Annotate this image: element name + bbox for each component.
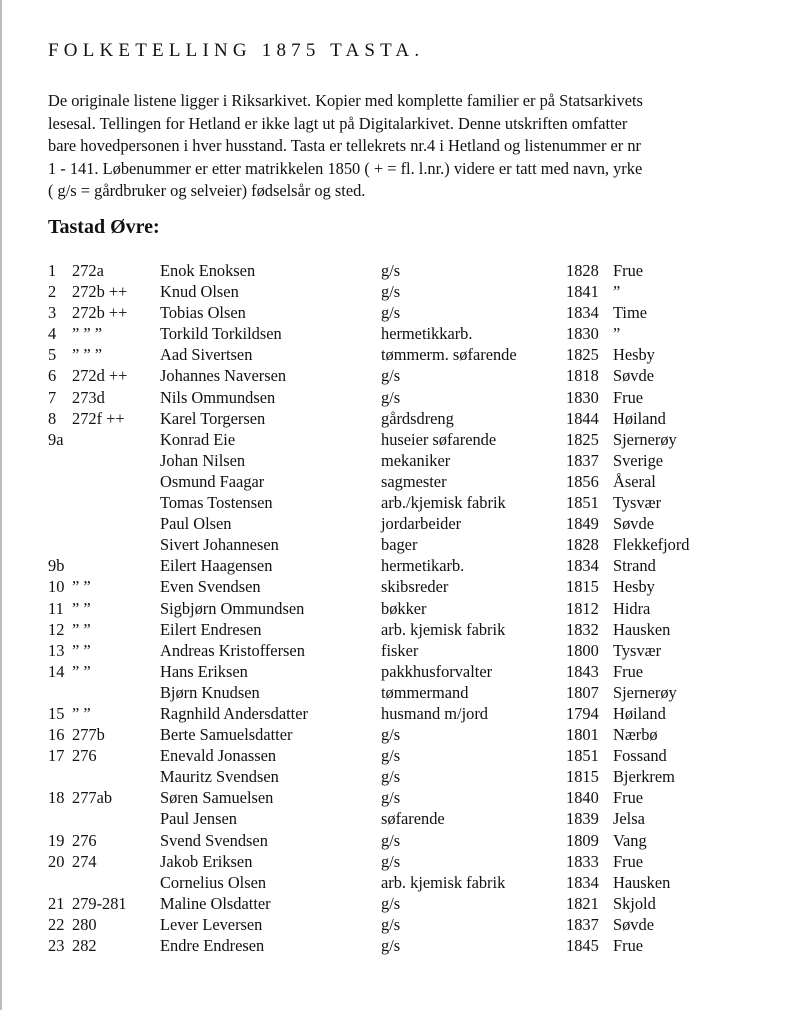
birth-place: Hesby [613,577,655,597]
person-name: Endre Endresen [160,936,265,955]
person-name: Cornelius Olsen [160,872,267,892]
birth-place: Flekkefjord [613,535,690,555]
birth-place: Bjerkrem [613,767,675,787]
birth-year: 1807 [566,682,599,702]
census-row [0,640,800,661]
person-name: Tomas Tostensen [160,493,273,513]
occupation: skibsreder [381,577,449,597]
birth-year: 1833 [566,851,599,871]
person-name: Svend Svendsen [160,830,268,850]
row-number: 3 [48,303,57,323]
row-number: 18 [48,788,65,808]
matrikkel-number: 277ab [72,788,113,808]
occupation: arb. kjemisk fabrik [381,619,506,639]
matrikkel-number: 276 [72,830,97,850]
occupation: g/s [381,282,401,302]
occupation: gårdsdreng [381,408,454,428]
matrikkel-number: 272b ++ [72,282,128,302]
birth-year: 1840 [566,788,599,808]
birth-place: Hidra [613,598,651,618]
matrikkel-number: ” ” ” [72,324,103,344]
matrikkel-number: 282 [72,936,97,955]
person-name: Tobias Olsen [160,303,246,323]
birth-year: 1800 [566,640,599,660]
occupation: g/s [381,851,401,871]
matrikkel-number: ” ” [72,703,91,723]
matrikkel-number: ” ” [72,619,91,639]
census-row [0,344,800,365]
birth-place: Time [613,303,648,323]
row-number: 10 [48,577,65,597]
birth-year: 1818 [566,366,599,386]
birth-year: 1845 [566,936,599,955]
row-number: 1 [48,261,57,280]
occupation: søfarende [381,809,445,829]
person-name: Osmund Faagar [160,471,265,491]
census-row [0,598,800,619]
birth-place: ” [613,282,621,302]
birth-place: Søvde [613,514,654,534]
matrikkel-number: 279-281 [72,893,127,913]
matrikkel-number: ” ” ” [72,345,103,365]
birth-year: 1834 [566,556,599,576]
birth-place: Nærbø [613,725,658,745]
birth-year: 1801 [566,725,599,745]
occupation: tømmermand [381,682,469,702]
row-number: 15 [48,703,65,723]
occupation: arb. kjemisk fabrik [381,872,506,892]
occupation: g/s [381,893,401,913]
person-name: Konrad Eie [160,429,236,449]
birth-place: Åseral [613,471,656,491]
census-list [0,260,800,956]
birth-place: Frue [613,661,644,681]
birth-place: Sjernerøy [613,682,677,702]
intro-paragraph [48,90,768,203]
matrikkel-number: 272d ++ [72,366,128,386]
occupation: pakkhusforvalter [381,661,493,681]
occupation: bøkker [381,598,427,618]
person-name: Sivert Johannesen [160,535,279,555]
birth-year: 1821 [566,893,599,913]
census-row [0,323,800,344]
person-name: Paul Olsen [160,514,232,534]
census-row [0,724,800,745]
person-name: Maline Olsdatter [160,893,271,913]
occupation: g/s [381,767,401,787]
row-number: 21 [48,893,65,913]
row-number: 20 [48,851,65,871]
row-number: 2 [48,282,57,302]
census-row [0,492,800,513]
birth-year: 1830 [566,387,599,407]
birth-place: Skjold [613,893,656,913]
census-row [0,745,800,766]
person-name: Lever Leversen [160,914,263,934]
row-number: 11 [48,598,64,618]
birth-place: Vang [613,830,647,850]
birth-year: 1828 [566,535,599,555]
row-number: 7 [48,387,57,407]
document-title: FOLKETELLING 1875 TASTA. [48,40,425,61]
person-name: Johan Nilsen [160,450,246,470]
person-name: Berte Samuelsdatter [160,725,293,745]
intro-line: De originale listene ligger i Riksarkivet. Kopier med komplette familier er på Statsarkivets [48,91,643,110]
person-name: Eilert Haagensen [160,556,273,576]
birth-year: 1830 [566,324,599,344]
occupation: g/s [381,725,401,745]
matrikkel-number: 274 [72,851,97,871]
birth-place: Hausken [613,619,671,639]
census-row [0,935,800,956]
row-number: 22 [48,914,65,934]
person-name: Hans Eriksen [160,661,248,681]
birth-year: 1834 [566,303,599,323]
birth-place: Søvde [613,366,654,386]
person-name: Karel Torgersen [160,408,266,428]
row-number: 8 [48,408,57,428]
row-number: 9b [48,556,65,576]
birth-place: Frue [613,261,644,280]
census-row [0,619,800,640]
matrikkel-number: 272a [72,261,104,280]
birth-year: 1834 [566,872,599,892]
census-row [0,513,800,534]
census-row [0,365,800,386]
person-name: Nils Ommundsen [160,387,276,407]
person-name: Johannes Naversen [160,366,287,386]
census-row [0,302,800,323]
person-name: Even Svendsen [160,577,261,597]
matrikkel-number: 272f ++ [72,408,125,428]
occupation: fisker [381,640,419,660]
occupation: tømmerm. søfarende [381,345,517,365]
birth-place: Sverige [613,450,664,470]
census-row [0,471,800,492]
person-name: Ragnhild Andersdatter [160,703,308,723]
matrikkel-number: ” ” [72,577,91,597]
occupation: g/s [381,387,401,407]
occupation: hermetikarb. [381,556,465,576]
matrikkel-number: 276 [72,746,97,766]
birth-place: Frue [613,788,644,808]
census-row [0,787,800,808]
person-name: Mauritz Svendsen [160,767,279,787]
birth-place: Fossand [613,746,667,766]
birth-place: Strand [613,556,656,576]
row-number: 4 [48,324,57,344]
birth-place: Søvde [613,914,654,934]
matrikkel-number: 272b ++ [72,303,128,323]
occupation: g/s [381,788,401,808]
intro-line: ( g/s = gårdbruker og selveier) fødselsår og sted. [48,181,366,200]
row-number: 13 [48,640,65,660]
birth-year: 1825 [566,345,599,365]
occupation: g/s [381,366,401,386]
occupation: g/s [381,936,401,955]
person-name: Paul Jensen [160,809,237,829]
matrikkel-number: 277b [72,725,105,745]
census-row [0,661,800,682]
birth-year: 1841 [566,282,599,302]
person-name: Aad Sivertsen [160,345,253,365]
birth-year: 1832 [566,619,599,639]
birth-year: 1839 [566,809,599,829]
census-row [0,914,800,935]
occupation: huseier søfarende [381,429,497,449]
intro-line: lesesal. Tellingen for Hetland er ikke lagt ut på Digitalarkivet. Denne utskriften omfatter [48,113,628,133]
birth-year: 1837 [566,450,599,470]
census-row [0,703,800,724]
row-number: 19 [48,830,65,850]
birth-year: 1837 [566,914,599,934]
birth-place: Frue [613,936,644,955]
census-row [0,534,800,555]
census-row [0,872,800,893]
occupation: g/s [381,746,401,766]
census-row [0,450,800,471]
birth-year: 1843 [566,661,599,681]
census-row [0,260,800,281]
occupation: mekaniker [381,450,451,470]
occupation: sagmester [381,471,447,491]
census-row [0,387,800,408]
census-row [0,830,800,851]
person-name: Eilert Endresen [160,619,262,639]
census-row [0,576,800,597]
matrikkel-number: ” ” [72,640,91,660]
matrikkel-number: 280 [72,914,97,934]
birth-place: Tysvær [613,640,662,660]
occupation: g/s [381,261,401,280]
person-name: Sigbjørn Ommundsen [160,598,305,618]
census-row [0,408,800,429]
row-number: 9a [48,429,64,449]
row-number: 17 [48,746,65,766]
birth-year: 1809 [566,830,599,850]
person-name: Jakob Eriksen [160,851,253,871]
person-name: Knud Olsen [160,282,239,302]
occupation: g/s [381,914,401,934]
census-row [0,281,800,302]
matrikkel-number: ” ” [72,598,91,618]
birth-place: Hesby [613,345,655,365]
occupation: bager [381,535,418,555]
person-name: Enevald Jonassen [160,746,277,766]
row-number: 6 [48,366,57,386]
census-row [0,429,800,450]
birth-place: Jelsa [613,809,645,829]
birth-year: 1856 [566,471,599,491]
occupation: g/s [381,303,401,323]
person-name: Andreas Kristoffersen [160,640,305,660]
birth-place: Hausken [613,872,671,892]
row-number: 16 [48,725,65,745]
birth-year: 1849 [566,514,599,534]
matrikkel-number: ” ” [72,661,91,681]
census-row [0,766,800,787]
census-row [0,682,800,703]
occupation: arb./kjemisk fabrik [381,493,506,513]
row-number: 23 [48,936,65,955]
person-name: Torkild Torkildsen [160,324,282,344]
birth-place: Sjernerøy [613,429,677,449]
row-number: 5 [48,345,57,365]
row-number: 12 [48,619,65,639]
birth-year: 1815 [566,767,599,787]
occupation: husmand m/jord [381,703,488,723]
person-name: Enok Enoksen [160,261,256,280]
census-row [0,851,800,872]
matrikkel-number: 273d [72,387,105,407]
person-name: Søren Samuelsen [160,788,274,808]
birth-year: 1851 [566,746,599,766]
birth-place: ” [613,324,621,344]
birth-place: Frue [613,851,644,871]
birth-year: 1851 [566,493,599,513]
birth-place: Høiland [613,703,666,723]
occupation: jordarbeider [381,514,462,534]
birth-place: Høiland [613,408,666,428]
birth-place: Tysvær [613,493,662,513]
census-row [0,555,800,576]
birth-year: 1825 [566,429,599,449]
birth-year: 1794 [566,703,599,723]
birth-place: Frue [613,387,644,407]
birth-year: 1815 [566,577,599,597]
intro-line: bare hovedpersonen i hver husstand. Tasta er tellekrets nr.4 i Hetland og listenummer er nr [48,136,641,155]
occupation: g/s [381,830,401,850]
intro-line: 1 - 141. Løbenummer er etter matrikkelen 1850 ( + = fl. l.nr.) videre er tatt med navn, yrke [48,158,643,178]
person-name: Bjørn Knudsen [160,682,260,702]
occupation: hermetikkarb. [381,324,473,344]
birth-year: 1828 [566,261,599,280]
census-row [0,893,800,914]
birth-year: 1812 [566,598,599,618]
birth-year: 1844 [566,408,599,428]
census-row [0,808,800,829]
section-title: Tastad Øvre: [48,216,160,238]
row-number: 14 [48,661,65,681]
